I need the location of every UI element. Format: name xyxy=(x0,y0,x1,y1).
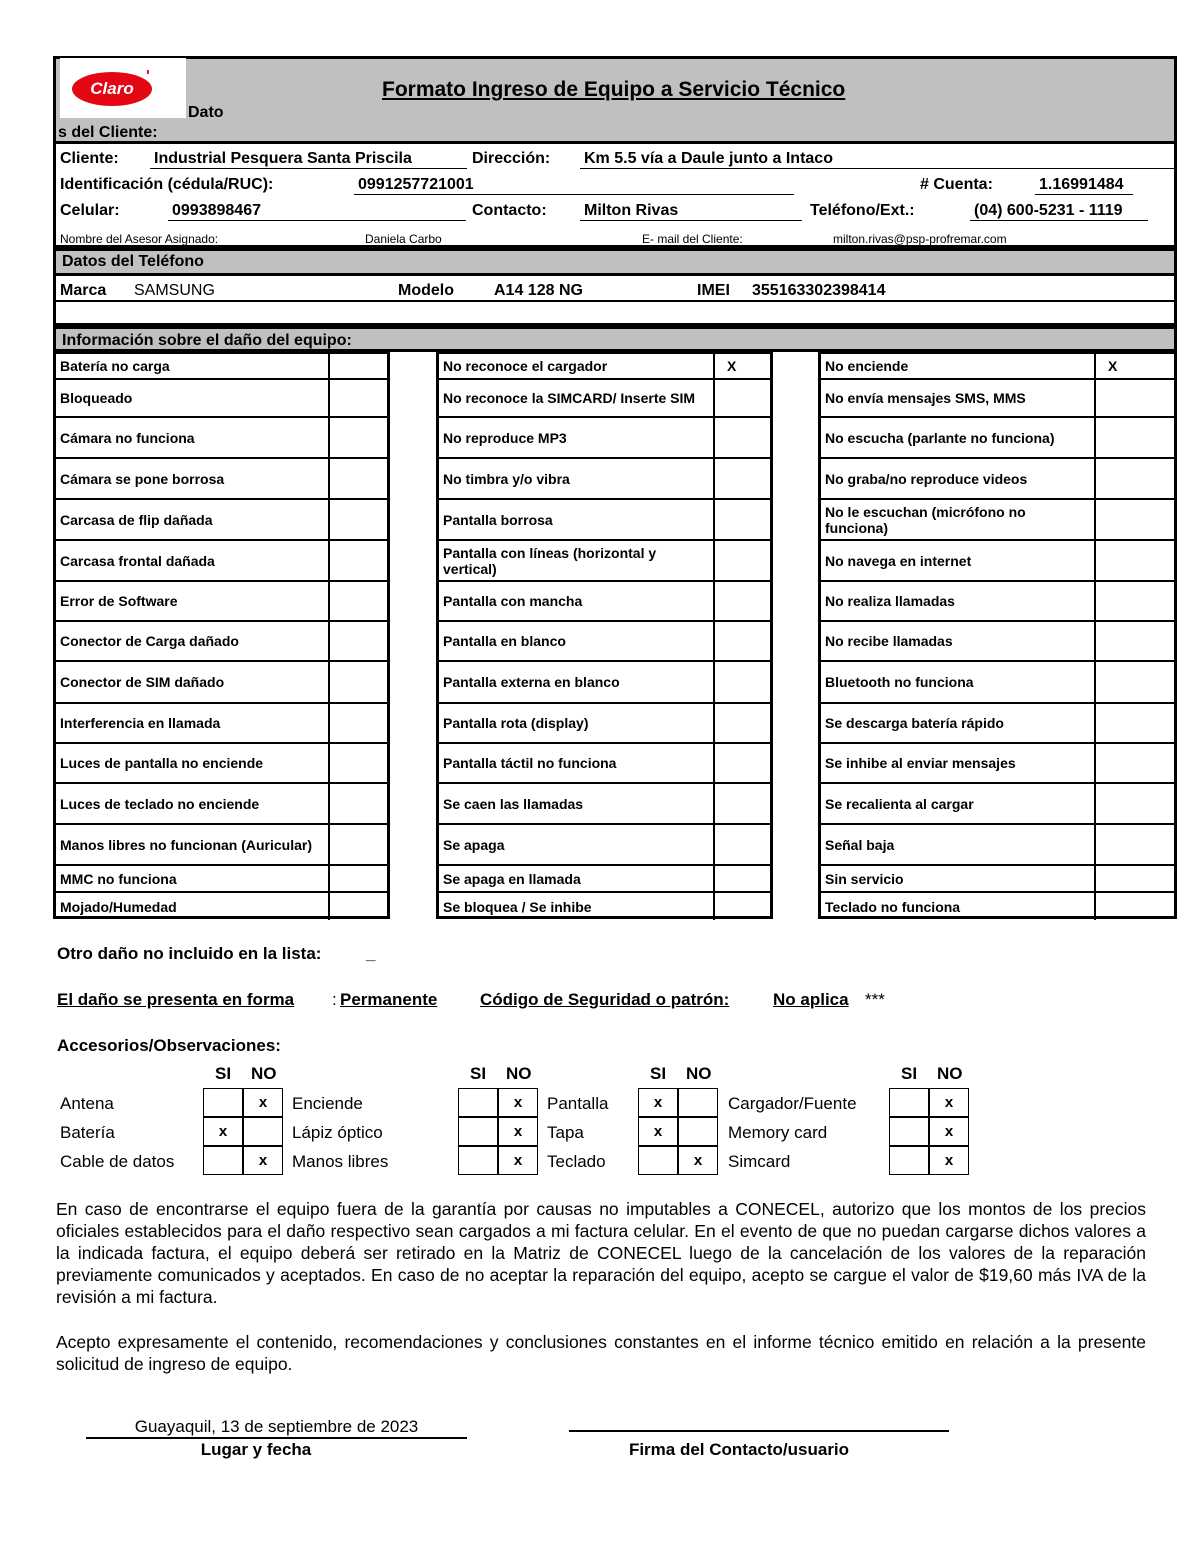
damage-label: No graba/no reproduce videos xyxy=(825,470,1028,487)
asesor-value: Daniela Carbo xyxy=(365,232,442,246)
damage-label: Carcasa de flip dañada xyxy=(60,511,213,528)
damage-checkbox[interactable]: X xyxy=(713,354,770,378)
codigo-suffix: *** xyxy=(865,990,885,1009)
place-date-value: Guayaquil, 13 de septiembre de 2023 xyxy=(86,1417,467,1439)
damage-row xyxy=(821,354,1174,380)
codigo-value: No aplica xyxy=(773,990,849,1009)
damage-checkbox[interactable] xyxy=(328,704,387,742)
damage-row xyxy=(56,744,387,784)
damage-checkbox[interactable] xyxy=(713,622,770,660)
damage-label: No reproduce MP3 xyxy=(443,429,567,446)
damage-label: Cámara se pone borrosa xyxy=(60,470,225,487)
damage-row xyxy=(56,354,387,380)
modelo-value: A14 128 NG xyxy=(490,282,690,301)
damage-label: Pantalla con mancha xyxy=(443,593,583,609)
damage-checkbox[interactable] xyxy=(713,418,770,457)
telefono-value: (04) 600-5231 - 1119 xyxy=(970,202,1148,221)
damage-row xyxy=(439,459,770,500)
legal-paragraph-1: En caso de encontrarse el equipo fuera de la garantía por causas no imputables a CONECEL, autorizo que los montos de los precios oficiales establecidos para el daño respectivo sean cargados a mi factura celular. En el evento de que no puedan cargarse dichos valores a la indicada factura, el equipo deberá ser retirado en la Matriz de CONECEL luego de la cancelación de los valores de la reparación previamente comunicados y aceptados. En caso de no aceptar la reparación del equipo, acepto se cargue el valor de $19,60 más IVA de la revisión a mi factura. xyxy=(56,1199,1146,1307)
damage-checkbox[interactable] xyxy=(1094,582,1174,620)
damage-label: Conector de SIM dañado xyxy=(60,674,225,690)
imei-value: 355163302398414 xyxy=(748,282,1176,301)
signature-label: Firma del Contacto/usuario xyxy=(628,1440,850,1459)
damage-label: Carcasa frontal dañada xyxy=(60,552,215,569)
damage-row xyxy=(56,622,387,662)
accessory-no-checkbox[interactable] xyxy=(243,1117,283,1146)
accessory-si-checkbox[interactable] xyxy=(203,1146,243,1175)
damage-label: MMC no funciona xyxy=(60,870,177,887)
accessory-no-checkbox[interactable]: x xyxy=(498,1117,538,1146)
damage-label: Pantalla externa en blanco xyxy=(443,674,620,690)
damage-checkbox[interactable] xyxy=(1094,704,1174,742)
damage-column-3 xyxy=(818,351,1177,919)
damage-checkbox[interactable] xyxy=(328,418,387,457)
accessory-si-checkbox[interactable] xyxy=(203,1088,243,1117)
codigo-label: Código de Seguridad o patrón: xyxy=(480,990,730,1009)
damage-label: Se apaga xyxy=(443,836,505,853)
damage-label: Se descarga batería rápido xyxy=(825,715,1004,731)
accessory-label: Batería xyxy=(60,1123,115,1142)
accessory-no-checkbox[interactable]: x xyxy=(678,1146,718,1175)
accessory-label: Lápiz óptico xyxy=(292,1123,383,1142)
identificacion-label: Identificación (cédula/RUC): xyxy=(60,176,274,193)
celular-label: Celular: xyxy=(60,202,120,219)
direccion-value: Km 5.5 vía a Daule junto a Intaco xyxy=(580,150,1175,169)
accessory-si-checkbox[interactable] xyxy=(458,1088,498,1117)
accessory-si-checkbox[interactable] xyxy=(458,1146,498,1175)
cliente-value: Industrial Pesquera Santa Priscila xyxy=(150,150,467,169)
damage-label: Se recalienta al cargar xyxy=(825,795,974,812)
damage-checkbox[interactable] xyxy=(328,784,387,823)
accessory-no-checkbox[interactable]: x xyxy=(243,1088,283,1117)
damage-checkbox[interactable] xyxy=(713,784,770,823)
accessory-si-checkbox[interactable]: x xyxy=(638,1117,678,1146)
damage-row xyxy=(439,825,770,866)
damage-checkbox[interactable] xyxy=(1094,500,1174,539)
no-header: NO xyxy=(251,1064,277,1083)
damage-row xyxy=(821,459,1174,500)
damage-checkbox[interactable] xyxy=(328,582,387,620)
damage-checkbox[interactable] xyxy=(713,662,770,702)
damage-label: No timbra y/o vibra xyxy=(443,470,570,487)
damage-row xyxy=(821,380,1174,418)
marca-value: SAMSUNG xyxy=(130,282,392,301)
accessory-si-checkbox[interactable] xyxy=(458,1117,498,1146)
damage-label: Interferencia en llamada xyxy=(60,715,221,731)
accessory-no-checkbox[interactable]: x xyxy=(929,1146,969,1175)
damage-checkbox[interactable] xyxy=(1094,622,1174,660)
damage-checkbox[interactable] xyxy=(1094,418,1174,457)
damage-checkbox[interactable] xyxy=(328,354,387,378)
page-title: Formato Ingreso de Equipo a Servicio Técnico xyxy=(382,78,846,101)
damage-checkbox[interactable] xyxy=(328,893,387,920)
damage-label: Señal baja xyxy=(825,836,895,853)
forma-label: El daño se presenta en forma xyxy=(57,990,295,1009)
damage-row xyxy=(439,744,770,784)
asesor-label: Nombre del Asesor Asignado: xyxy=(60,232,219,246)
no-header: NO xyxy=(506,1064,532,1083)
damage-label: Error de Software xyxy=(60,593,178,609)
telefono-label: Teléfono/Ext.: xyxy=(810,202,915,219)
damage-row xyxy=(821,500,1174,541)
forma-value: Permanente xyxy=(340,990,438,1009)
phone-section-title: Datos del Teléfono xyxy=(53,248,1177,276)
damage-label: No escucha (parlante no funciona) xyxy=(825,429,1055,446)
damage-label: Bluetooth no funciona xyxy=(825,674,974,690)
damage-checkbox[interactable]: X xyxy=(1094,354,1174,378)
logo-swoosh-icon: ʹ xyxy=(146,68,150,85)
damage-row xyxy=(439,622,770,662)
damage-label: Pantalla táctil no funciona xyxy=(443,755,617,771)
damage-row xyxy=(56,582,387,622)
damage-checkbox[interactable] xyxy=(328,459,387,498)
damage-row xyxy=(56,500,387,541)
accessory-si-checkbox[interactable] xyxy=(889,1117,929,1146)
damage-row xyxy=(439,582,770,622)
modelo-label: Modelo xyxy=(398,282,454,299)
damage-label: No envía mensajes SMS, MMS xyxy=(825,390,1026,406)
damage-label: No enciende xyxy=(825,358,909,374)
accessory-no-checkbox[interactable] xyxy=(678,1088,718,1117)
logo-oval: Claro xyxy=(72,72,152,106)
email-value: milton.rivas@psp-profremar.com xyxy=(833,232,1007,246)
accessory-no-checkbox[interactable]: x xyxy=(929,1117,969,1146)
cuenta-label: # Cuenta: xyxy=(920,176,993,193)
damage-checkbox[interactable] xyxy=(713,541,770,580)
damage-label: Se bloquea / Se inhibe xyxy=(443,898,592,915)
accessory-no-checkbox[interactable]: x xyxy=(929,1088,969,1117)
damage-label: Se caen las llamadas xyxy=(443,795,584,812)
damage-checkbox[interactable] xyxy=(1094,784,1174,823)
damage-row xyxy=(439,866,770,893)
damage-row xyxy=(439,784,770,825)
signature-line xyxy=(569,1430,949,1432)
damage-label: No reconoce la SIMCARD/ Inserte SIM xyxy=(443,390,696,406)
damage-label: Mojado/Humedad xyxy=(60,898,177,915)
damage-row xyxy=(821,541,1174,582)
damage-checkbox[interactable] xyxy=(713,380,770,416)
accessory-label: Tapa xyxy=(547,1123,584,1142)
damage-row xyxy=(56,459,387,500)
damage-row xyxy=(821,866,1174,893)
damage-column-2 xyxy=(436,351,773,919)
accessory-no-checkbox[interactable]: x xyxy=(498,1088,538,1117)
damage-row xyxy=(821,893,1174,920)
damage-checkbox[interactable] xyxy=(1094,744,1174,782)
celular-value: 0993898467 xyxy=(168,202,466,221)
identificacion-value: 0991257721001 xyxy=(354,176,794,195)
damage-label: Luces de pantalla no enciende xyxy=(60,755,264,771)
damage-checkbox[interactable] xyxy=(713,825,770,864)
damage-checkbox[interactable] xyxy=(1094,662,1174,702)
accessory-no-checkbox[interactable] xyxy=(678,1117,718,1146)
damage-column-1 xyxy=(53,351,390,919)
accessory-label: Teclado xyxy=(547,1152,606,1171)
damage-row xyxy=(821,622,1174,662)
damage-row xyxy=(821,784,1174,825)
accessory-si-checkbox[interactable] xyxy=(889,1146,929,1175)
damage-label: Teclado no funciona xyxy=(825,898,961,915)
marca-label: Marca xyxy=(60,282,107,299)
damage-row xyxy=(439,662,770,704)
damage-label: No le escuchan (micrófono no funciona) xyxy=(825,503,1026,536)
otro-label: Otro daño no incluido en la lista: xyxy=(57,944,322,963)
damage-row xyxy=(439,500,770,541)
damage-label: Manos libres no funcionan (Auricular) xyxy=(60,836,313,853)
damage-label: No reconoce el cargador xyxy=(443,358,608,374)
damage-checkbox[interactable] xyxy=(328,662,387,702)
damage-row xyxy=(56,893,387,920)
accessory-label: Enciende xyxy=(292,1094,363,1113)
damage-row xyxy=(56,704,387,744)
damage-label: No realiza llamadas xyxy=(825,593,955,609)
accessory-si-checkbox[interactable]: x xyxy=(638,1088,678,1117)
damage-label: Pantalla borrosa xyxy=(443,511,553,528)
accessory-si-checkbox[interactable] xyxy=(889,1088,929,1117)
damage-section-title: Información sobre el daño del equipo: xyxy=(53,326,1177,352)
damage-checkbox[interactable] xyxy=(713,500,770,539)
damage-checkbox[interactable] xyxy=(713,744,770,782)
place-date-label: Lugar y fecha xyxy=(200,1440,312,1459)
accessory-label: Manos libres xyxy=(292,1152,389,1171)
contacto-value: Milton Rivas xyxy=(580,202,802,221)
damage-row xyxy=(56,866,387,893)
damage-label: Pantalla en blanco xyxy=(443,633,566,649)
damage-checkbox[interactable] xyxy=(328,825,387,864)
damage-checkbox[interactable] xyxy=(1094,541,1174,580)
si-header: SI xyxy=(470,1064,487,1083)
cliente-label: Cliente: xyxy=(60,150,119,167)
damage-checkbox[interactable] xyxy=(328,541,387,580)
damage-row xyxy=(56,418,387,459)
damage-label: Pantalla rota (display) xyxy=(443,715,589,731)
damage-row xyxy=(821,825,1174,866)
damage-label: Cámara no funciona xyxy=(60,429,195,446)
damage-row xyxy=(56,380,387,418)
damage-checkbox[interactable] xyxy=(328,380,387,416)
damage-checkbox[interactable] xyxy=(713,459,770,498)
damage-checkbox[interactable] xyxy=(713,704,770,742)
direccion-label: Dirección: xyxy=(472,150,551,167)
cuenta-value: 1.16991484 xyxy=(1035,176,1133,195)
damage-row xyxy=(821,418,1174,459)
damage-label: No recibe llamadas xyxy=(825,633,953,649)
damage-checkbox[interactable] xyxy=(1094,380,1174,416)
si-header: SI xyxy=(215,1064,232,1083)
damage-row xyxy=(821,744,1174,784)
damage-checkbox[interactable] xyxy=(328,622,387,660)
accessory-label: Simcard xyxy=(728,1152,791,1171)
damage-label: Sin servicio xyxy=(825,870,904,887)
no-header: NO xyxy=(937,1064,963,1083)
damage-label: Luces de teclado no enciende xyxy=(60,795,260,812)
email-label: E- mail del Cliente: xyxy=(642,232,743,246)
damage-row xyxy=(439,893,770,920)
damage-row xyxy=(821,704,1174,744)
damage-checkbox[interactable] xyxy=(713,893,770,920)
si-header: SI xyxy=(901,1064,918,1083)
damage-label: Bloqueado xyxy=(60,390,133,406)
otro-value: _ xyxy=(366,944,376,963)
damage-label: Se inhibe al enviar mensajes xyxy=(825,755,1016,771)
damage-checkbox[interactable] xyxy=(1094,459,1174,498)
damage-row xyxy=(821,662,1174,704)
imei-label: IMEI xyxy=(697,282,730,299)
damage-row xyxy=(56,662,387,704)
no-header: NO xyxy=(686,1064,712,1083)
contacto-label: Contacto: xyxy=(472,202,547,219)
accessory-label: Antena xyxy=(60,1094,114,1113)
accessory-label: Pantalla xyxy=(547,1094,609,1113)
accessory-si-checkbox[interactable] xyxy=(638,1146,678,1175)
accessory-no-checkbox[interactable]: x xyxy=(498,1146,538,1175)
damage-row xyxy=(439,418,770,459)
damage-checkbox[interactable] xyxy=(1094,893,1174,920)
section-label-part1: Dato xyxy=(188,104,224,121)
claro-logo xyxy=(60,58,186,118)
accessory-label: Memory card xyxy=(728,1123,828,1142)
damage-row xyxy=(439,541,770,582)
damage-row xyxy=(56,825,387,866)
damage-checkbox[interactable] xyxy=(713,582,770,620)
damage-row xyxy=(439,704,770,744)
damage-checkbox[interactable] xyxy=(713,866,770,891)
damage-label: Conector de Carga dañado xyxy=(60,633,239,649)
accessory-si-checkbox[interactable]: x xyxy=(203,1117,243,1146)
damage-checkbox[interactable] xyxy=(1094,825,1174,864)
damage-checkbox[interactable] xyxy=(328,744,387,782)
damage-row xyxy=(56,784,387,825)
section-label-part2: s del Cliente: xyxy=(58,124,158,141)
si-header: SI xyxy=(650,1064,667,1083)
accesorios-title: Accesorios/Observaciones: xyxy=(57,1036,281,1055)
accessory-no-checkbox[interactable]: x xyxy=(243,1146,283,1175)
damage-label: Batería no carga xyxy=(60,358,170,374)
accessory-label: Cargador/Fuente xyxy=(728,1094,857,1113)
damage-checkbox[interactable] xyxy=(1094,866,1174,891)
damage-checkbox[interactable] xyxy=(328,500,387,539)
damage-label: No navega en internet xyxy=(825,552,972,569)
damage-row xyxy=(439,380,770,418)
damage-checkbox[interactable] xyxy=(328,866,387,891)
damage-row xyxy=(439,354,770,380)
damage-row xyxy=(56,541,387,582)
damage-label: Pantalla con líneas (horizontal y vertical) xyxy=(443,544,657,577)
damage-row xyxy=(821,582,1174,622)
legal-paragraph-2: Acepto expresamente el contenido, recomendaciones y conclusiones constantes en el informe técnico emitido en relación a la presente solicitud de ingreso de equipo. xyxy=(56,1332,1146,1374)
damage-label: Se apaga en llamada xyxy=(443,870,581,887)
accessory-label: Cable de datos xyxy=(60,1152,175,1171)
